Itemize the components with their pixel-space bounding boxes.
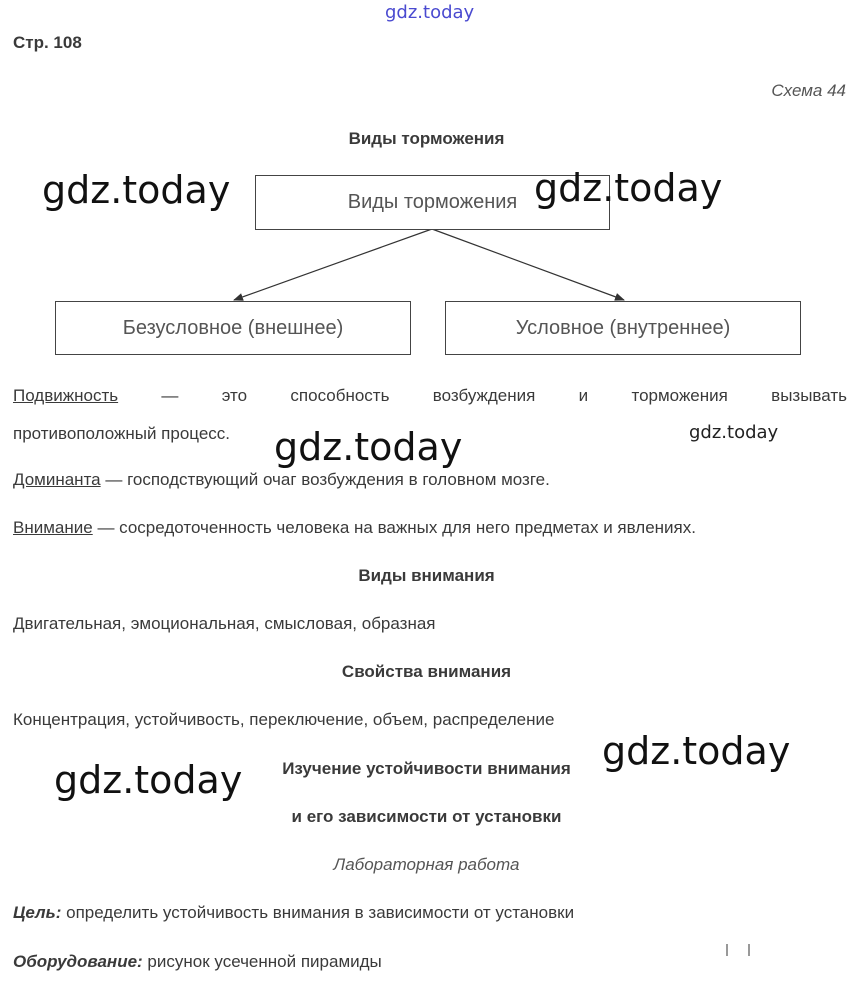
word: способность — [290, 386, 390, 405]
mobility-definition-line1 — [13, 386, 847, 406]
goal-text: определить устойчивость внимания в зависимости от установки — [61, 903, 575, 922]
word: вызывать — [771, 386, 847, 405]
attention-props-text: Концентрация, устойчивость, переключение, объем, распределение — [13, 710, 555, 729]
lab-equipment — [13, 952, 382, 972]
artifact-mark — [726, 944, 728, 956]
attention-term: Внимание — [13, 518, 93, 537]
diagram-title: Виды торможения — [348, 129, 505, 148]
attention-definition — [13, 518, 696, 538]
goal-label: Цель: — [13, 903, 62, 922]
page-number: Стр. 108 — [13, 33, 82, 52]
equipment-label: Оборудование: — [13, 952, 143, 971]
lab-goal — [13, 903, 574, 923]
watermark-small: gdz.today — [689, 422, 779, 443]
attention-props-heading: Свойства внимания — [341, 662, 512, 681]
diagram-left-box — [55, 301, 411, 355]
lab-title-line1: Изучение устойчивости внимания — [282, 759, 571, 778]
diagram-right-box — [445, 301, 801, 355]
watermark-top: gdz.today — [385, 2, 475, 23]
arrow-right — [432, 229, 624, 300]
lab-subtitle: Лабораторная работа — [333, 855, 520, 874]
arrow-left — [234, 229, 432, 300]
schema-label: Схема 44 — [771, 81, 846, 100]
watermark-overlay: gdz.today — [602, 729, 791, 773]
attention-types-text: Двигательная, эмоциональная, смысловая, образная — [13, 614, 436, 633]
word: — — [161, 386, 179, 405]
attention-text: — сосредоточенность человека на важных для него предметах и явлениях. — [92, 518, 696, 537]
word: и — [578, 386, 589, 405]
watermark-overlay: gdz.today — [274, 425, 463, 469]
dominant-text: — господствующий очаг возбуждения в головном мозге. — [100, 470, 550, 489]
dominant-term: Доминанта — [13, 470, 101, 489]
diagram-root-label: Виды торможения — [347, 191, 518, 213]
attention-types-heading: Виды внимания — [358, 566, 495, 585]
equipment-text: рисунок усеченной пирамиды — [142, 952, 382, 971]
watermark-overlay: gdz.today — [42, 168, 231, 212]
diagram-left-label: Безусловное (внешнее) — [122, 316, 344, 339]
word: торможения — [631, 386, 728, 405]
mobility-term: Подвижность — [13, 386, 119, 405]
mobility-definition-line2: противоположный процесс. — [13, 424, 231, 443]
artifact-mark — [748, 944, 750, 956]
word: возбуждения — [432, 386, 536, 405]
word: это — [221, 386, 248, 405]
diagram-right-label: Условное (внутреннее) — [515, 316, 731, 339]
watermark-overlay: gdz.today — [534, 166, 723, 210]
dominant-definition — [13, 470, 550, 490]
lab-title-line2: и его зависимости от установки — [291, 807, 562, 826]
watermark-overlay: gdz.today — [54, 758, 243, 802]
